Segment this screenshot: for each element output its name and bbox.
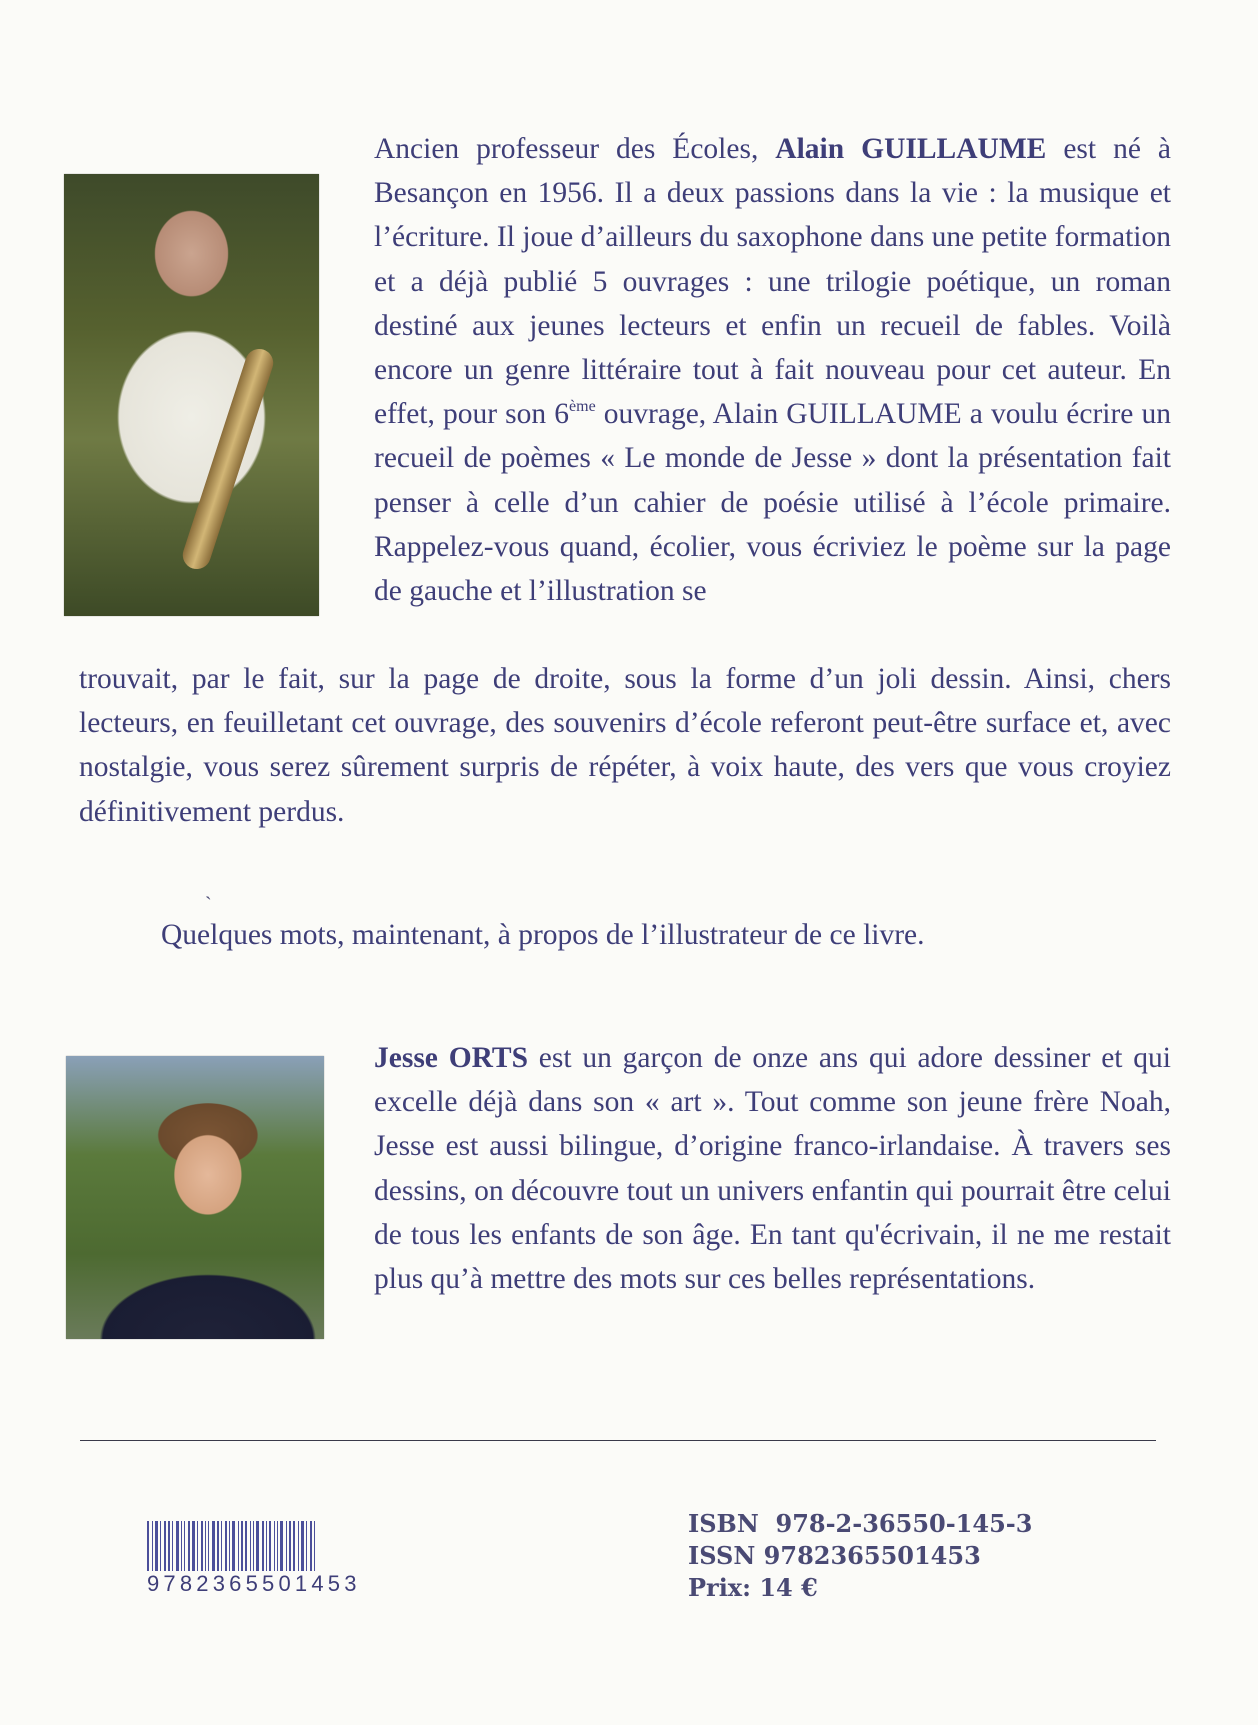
isbn-label: ISBN	[688, 1509, 759, 1538]
isbn-value: 978-2-36550-145-3	[775, 1509, 1033, 1538]
barcode-bar	[225, 1521, 227, 1571]
barcode	[147, 1521, 402, 1601]
barcode-bar	[280, 1521, 283, 1571]
barcode-bar	[262, 1521, 264, 1571]
barcode-bar	[277, 1521, 278, 1571]
illustrator-bio-text: est un garçon de onze ans qui adore dessiner et qui excelle déjà dans son « art ». Tout comme son jeune frère Noah, Jesse est aussi bilingue, d’origine franco-irlandaise. À travers ses dessins, on découvre tout un univers enfantin qui pourrait être celui de tous les enfants de son âge. En tant qu'écrivain, il ne me restait plus qu’à mettre des mots sur ces belles représentations.	[374, 1042, 1171, 1296]
barcode-bar	[250, 1521, 251, 1571]
barcode-bar	[245, 1521, 247, 1571]
barcode-bar	[160, 1521, 161, 1571]
barcode-bar	[192, 1521, 195, 1571]
author-bio-continuation: trouvait, par le fait, sur la page de droite, sous la forme d’un joli dessin. Ainsi, chers lecteurs, en feuilletant cet ouvrage, des souvenirs d’école referont peut-être surface et, avec nostalgie, vous serez sûrement surpris de répéter, à voix haute, des vers que vous croyiez définitivement perdus.	[79, 663, 1171, 828]
barcode-bar	[310, 1521, 312, 1571]
barcode-bar	[274, 1521, 275, 1571]
barcode-bar	[238, 1521, 239, 1571]
isbn-line	[688, 1508, 1032, 1540]
barcode-bars	[147, 1521, 402, 1571]
issn-line	[688, 1540, 1032, 1572]
barcode-bar	[205, 1521, 206, 1571]
barcode-bar	[232, 1521, 235, 1571]
price-value: 14 €	[759, 1573, 818, 1602]
author-photo	[64, 174, 319, 616]
barcode-bar	[184, 1521, 185, 1571]
barcode-bar	[266, 1521, 267, 1571]
barcode-bar	[168, 1521, 170, 1571]
illustrator-name: Jesse ORTS	[374, 1042, 528, 1074]
barcode-bar	[229, 1521, 230, 1571]
barcode-number: 9782365501453	[147, 1571, 361, 1596]
issn-value: 9782365501453	[763, 1541, 981, 1570]
author-bio	[374, 127, 1171, 613]
barcode-bar	[197, 1521, 198, 1571]
price-line	[688, 1572, 1032, 1604]
barcode-bar	[289, 1521, 291, 1571]
barcode-bar	[188, 1521, 190, 1571]
barcode-bar	[172, 1521, 173, 1571]
barcode-bar	[253, 1521, 254, 1571]
barcode-bar	[208, 1521, 209, 1571]
saxophone-shape	[179, 345, 277, 572]
publication-info	[688, 1508, 1032, 1604]
divider	[80, 1440, 1156, 1441]
illustrator-photo	[66, 1056, 324, 1339]
barcode-bar	[241, 1521, 243, 1571]
barcode-bar	[147, 1521, 149, 1571]
illustrator-bio	[374, 1036, 1171, 1301]
barcode-bar	[286, 1521, 287, 1571]
ordinal-superscript: ème	[569, 398, 596, 416]
stray-mark: ˏ	[205, 878, 212, 900]
issn-label: ISSN	[688, 1541, 756, 1570]
barcode-bar	[306, 1521, 307, 1571]
transition-line: Quelques mots, maintenant, à propos de l’illustrateur de ce livre.	[161, 919, 925, 951]
barcode-bar	[212, 1521, 215, 1571]
author-name: Alain GUILLAUME	[775, 133, 1047, 165]
barcode-bar	[201, 1521, 203, 1571]
barcode-bar	[152, 1521, 153, 1571]
barcode-bar	[181, 1521, 182, 1571]
barcode-bar	[176, 1521, 179, 1571]
barcode-bar	[301, 1521, 304, 1571]
author-bio-text-1: est né à Besançon en 1956. Il a deux passions dans la vie : la musique et l’écriture. Il joue d’ailleurs du saxophone dans une petite formation et a déjà publié 5 ouvrages : une trilogie poétique, un roman destiné aux jeunes lecteurs et enfin un recueil de fables. Voilà encore un genre littéraire tout à fait nouveau pour cet auteur. En effet, pour son 6	[374, 133, 1171, 431]
author-bio-text-2: ouvrage, Alain GUILLAUME a voulu écrire un recueil de poèmes « Le monde de Jesse » dont la présentation fait penser à celle d’un cahier de poésie utilisé à l’école primaire. Rappelez-vous quand, écolier, vous écriviez le poème sur la page de gauche et l’illustration se	[374, 398, 1171, 608]
barcode-bar	[298, 1521, 299, 1571]
barcode-bar	[155, 1521, 158, 1571]
price-label: Prix:	[688, 1573, 751, 1602]
barcode-bar	[269, 1521, 271, 1571]
barcode-bar	[293, 1521, 295, 1571]
barcode-bar	[217, 1521, 219, 1571]
barcode-bar	[221, 1521, 222, 1571]
author-bio-intro: Ancien professeur des Écoles,	[374, 133, 776, 165]
barcode-bar	[256, 1521, 259, 1571]
barcode-bar	[164, 1521, 166, 1571]
barcode-bar	[314, 1521, 315, 1571]
